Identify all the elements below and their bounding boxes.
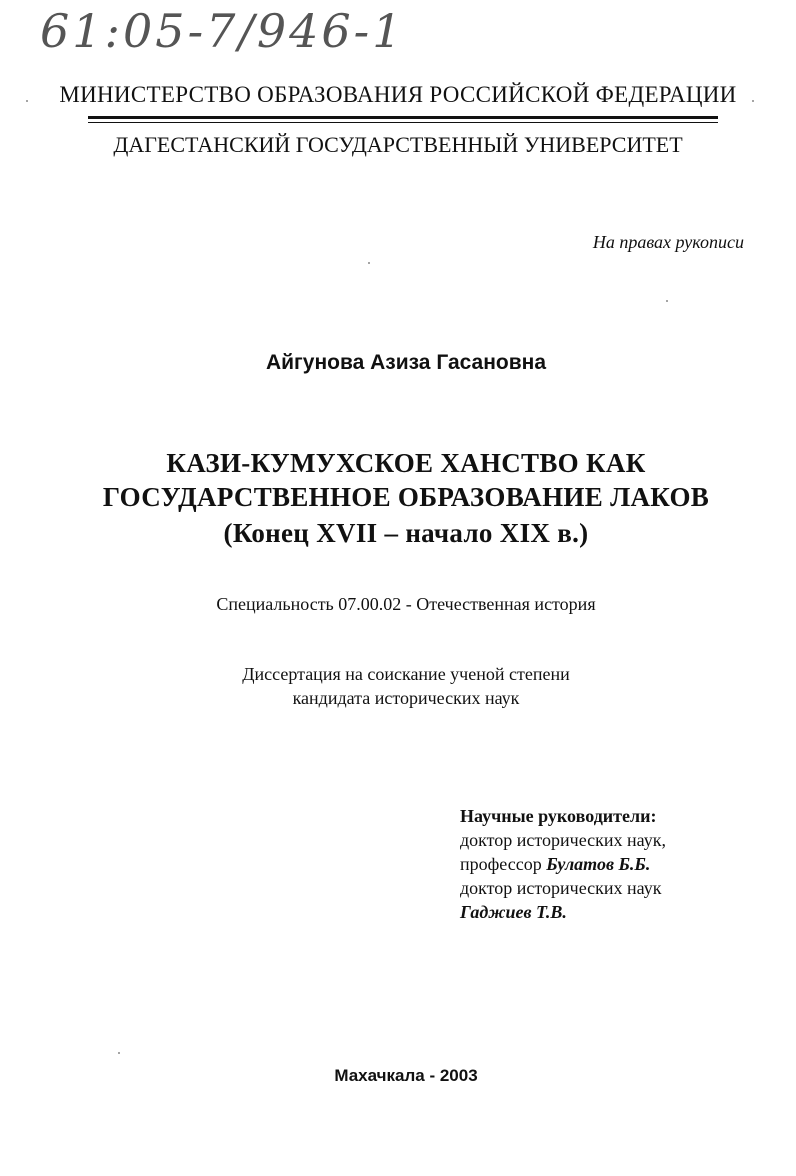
author-name: Айгунова Азиза Гасановна xyxy=(265,351,547,374)
archive-number-handwritten: 61:05-7/946-1 xyxy=(40,4,405,58)
title-line-3: (Конец XVII – начало XIX в.) xyxy=(223,518,589,548)
supervisor-degree-2: доктор исторических наук xyxy=(460,878,662,898)
university-heading: ДАГЕСТАНСКИЙ ГОСУДАРСТВЕННЫЙ УНИВЕРСИТЕТ xyxy=(113,132,683,157)
supervisor-1 xyxy=(460,852,650,876)
scan-speck xyxy=(368,262,370,264)
title-line-2: ГОСУДАРСТВЕННОЕ ОБРАЗОВАНИЕ ЛАКОВ xyxy=(102,482,710,512)
supervisor-name-1: Булатов Б.Б. xyxy=(546,854,651,874)
specialty-line: Специальность 07.00.02 - Отечественная история xyxy=(216,594,596,614)
supervisors-heading: Научные руководители: xyxy=(460,806,657,826)
supervisor-degree-1: доктор исторических наук, xyxy=(460,830,666,850)
place-and-year: Махачкала - 2003 xyxy=(334,1066,478,1085)
title-line-1: КАЗИ-КУМУХСКОЕ ХАНСТВО КАК xyxy=(166,448,646,478)
supervisor-name-2: Гаджиев Т.В. xyxy=(460,902,567,922)
header-rule-thick xyxy=(88,116,718,119)
header-rule-thin xyxy=(88,122,718,123)
scan-speck xyxy=(666,300,668,302)
scan-speck xyxy=(752,100,754,102)
scan-speck xyxy=(118,1052,120,1054)
scan-speck xyxy=(26,100,28,102)
rights-note: На правах рукописи xyxy=(592,232,744,252)
supervisor-title: профессор xyxy=(460,854,542,874)
dissertation-line-2: кандидата исторических наук xyxy=(292,688,520,708)
dissertation-line-1: Диссертация на соискание ученой степени xyxy=(242,664,570,684)
ministry-heading: МИНИСТЕРСТВО ОБРАЗОВАНИЯ РОССИЙСКОЙ ФЕДЕРАЦИИ xyxy=(59,82,737,107)
